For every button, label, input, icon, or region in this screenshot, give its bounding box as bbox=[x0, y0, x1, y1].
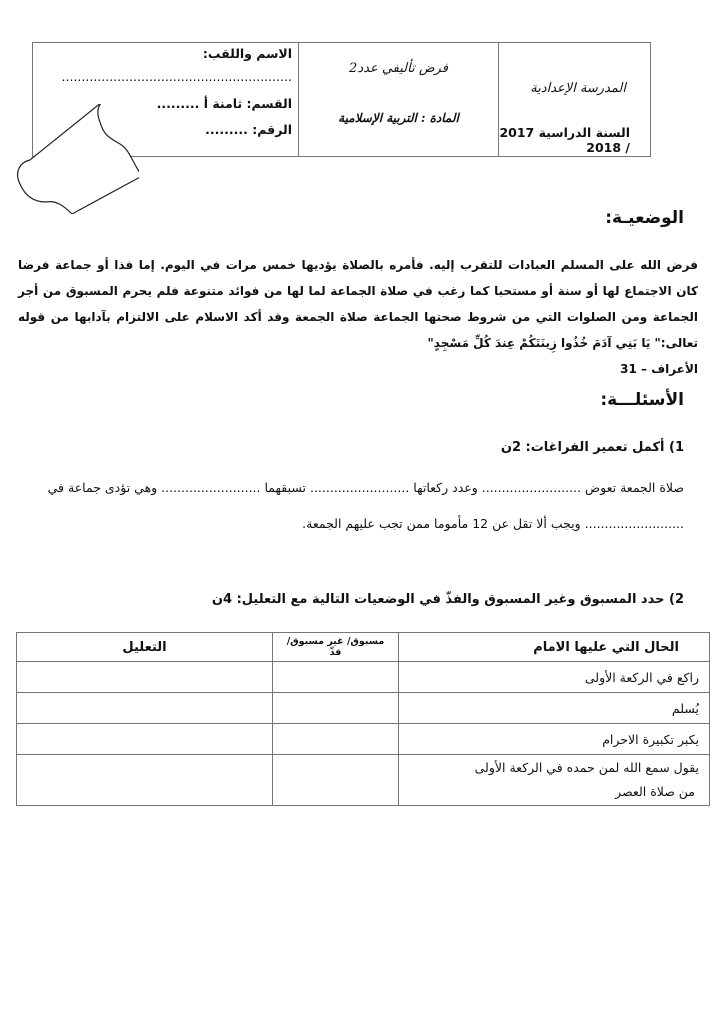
situation-text: فرض الله على المسلم العبادات للتقرب إليه. فأمره بالصلاة يؤديها خمس مرات في اليوم. إما فذا أو جماعة فرضا كان الاجتماع لها أو سنة أو مستحبا كما رغب في صلاة الجماعة لما لها من فوائد متنوعة فلم يحرم المسبوق من أجر الجماعة ومن الصلوات التي من شروط صحتها الجماعة صلاة الجمعة وقد أكد الاسلام على الالتزام بآدابها من قوله تعالى:" يَا بَنِي آدَمَ خُذُوا زِينَتَكُمْ عِندَ كُلِّ مَسْجِدٍ" bbox=[18, 258, 698, 350]
questions-title: الأسئلـــة: bbox=[600, 390, 684, 410]
type-answer-cell[interactable] bbox=[273, 724, 399, 755]
school-cell bbox=[498, 43, 650, 156]
school-name: المدرسة الإعدادية bbox=[530, 81, 626, 96]
student-name-field[interactable]: .......................................................... bbox=[61, 69, 292, 84]
case-line: من صلاة العصر bbox=[615, 784, 695, 799]
question-2-title: 2) حدد المسبوق وغير المسبوق والفذّ في الوضعيات التالية مع التعليل: 4ن bbox=[211, 592, 684, 607]
header-imam-state: الحال التي عليها الامام bbox=[399, 633, 710, 662]
exam-subject: المادة : التربية الإسلامية bbox=[338, 111, 459, 125]
question-1-fill-line-2[interactable]: ......................... ويجب ألا تقل عن 12 مأموما ممن تجب عليهم الجمعة. bbox=[302, 516, 684, 531]
exam-title: فرض تأليفي عدد2 bbox=[349, 61, 448, 76]
school-year: السنة الدراسية 2017 / 2018 bbox=[499, 125, 630, 155]
table-row bbox=[17, 724, 710, 755]
type-answer-cell[interactable] bbox=[273, 755, 399, 806]
table-row bbox=[17, 755, 710, 806]
question-1-fill-line-1[interactable]: صلاة الجمعة تعوض ......................... وعدد ركعاتها ......................... تسبقهما ......................... وهي تؤدى جماعة في bbox=[47, 480, 684, 495]
situation-title: الوضعيـة: bbox=[605, 208, 684, 228]
student-number-field[interactable]: الرقم: ......... bbox=[205, 122, 292, 137]
header-type: مسبوق/ غير مسبوق/ فذّ bbox=[273, 633, 399, 662]
type-answer-cell[interactable] bbox=[273, 693, 399, 724]
reason-answer-cell[interactable] bbox=[17, 755, 273, 806]
reason-answer-cell[interactable] bbox=[17, 724, 273, 755]
question-1-title: 1) أكمل تعمير الفراغات: 2ن bbox=[500, 440, 684, 455]
case-cell: يُسلم bbox=[399, 693, 710, 724]
table-row bbox=[17, 662, 710, 693]
quran-reference: الأعراف – 31 bbox=[620, 362, 698, 376]
student-name-label: الاسم واللقب: bbox=[202, 46, 292, 61]
table-header-row bbox=[17, 633, 710, 662]
exam-info-cell bbox=[298, 43, 498, 156]
question-2-table bbox=[16, 632, 710, 806]
student-class-field[interactable]: القسم: ثامنة أ ......... bbox=[156, 96, 292, 111]
case-line: يقول سمع الله لمن حمده في الركعة الأولى bbox=[474, 760, 699, 775]
reason-answer-cell[interactable] bbox=[17, 662, 273, 693]
scroll-icon bbox=[14, 104, 139, 214]
case-cell: يكبر تكبيرة الاحرام bbox=[399, 724, 710, 755]
case-cell bbox=[399, 755, 710, 806]
type-answer-cell[interactable] bbox=[273, 662, 399, 693]
case-cell: راكع في الركعة الأولى bbox=[399, 662, 710, 693]
header-reason: التعليل bbox=[17, 633, 273, 662]
situation-paragraph bbox=[18, 252, 698, 382]
reason-answer-cell[interactable] bbox=[17, 693, 273, 724]
table-row bbox=[17, 693, 710, 724]
